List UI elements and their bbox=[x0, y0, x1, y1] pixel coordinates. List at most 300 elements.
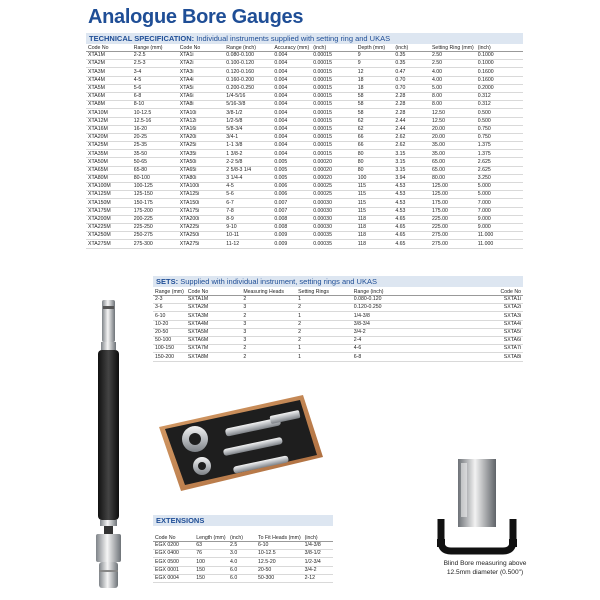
range-mm: 65-80 bbox=[133, 166, 147, 173]
heads-mm: 10-12.5 bbox=[258, 550, 276, 557]
setting-rings: 2 bbox=[298, 337, 302, 344]
ring-mm: 35.00 bbox=[431, 142, 445, 149]
code-mm: SXTA5M bbox=[187, 329, 209, 336]
sets-heading: SETS: bbox=[156, 277, 179, 286]
code: EGX 0200 bbox=[155, 542, 179, 549]
range-mm: 150-200 bbox=[155, 353, 175, 360]
ext-col-heads-inch: (inch) bbox=[303, 528, 333, 542]
measuring-heads: 2 bbox=[243, 312, 247, 319]
extensions-row bbox=[153, 574, 333, 582]
sets-col-code: Code No bbox=[186, 289, 241, 296]
setting-rings: 2 bbox=[298, 304, 302, 311]
tech-spec-row bbox=[86, 166, 523, 174]
col-range-inch: Range (inch) bbox=[224, 45, 272, 52]
accuracy-mm: 0.009 bbox=[274, 232, 288, 239]
code-inch: XTA125i bbox=[179, 191, 200, 198]
ring-inch: 0.312 bbox=[477, 93, 491, 100]
range-inch: 4-6 bbox=[353, 345, 362, 352]
accuracy-inch: 0.00030 bbox=[313, 216, 332, 223]
heads-inch: 3/4-2 bbox=[304, 566, 317, 573]
accuracy-inch: 0.00015 bbox=[313, 109, 332, 116]
depth-inch: 0.35 bbox=[395, 52, 406, 59]
range-mm: 12.5-16 bbox=[133, 117, 152, 124]
depth-mm: 58 bbox=[357, 109, 364, 116]
range-mm: 25-35 bbox=[133, 142, 147, 149]
ring-mm: 12.50 bbox=[431, 109, 445, 116]
measuring-heads: 3 bbox=[243, 337, 247, 344]
depth-mm: 9 bbox=[357, 52, 361, 59]
range-mm: 225-250 bbox=[133, 224, 153, 231]
code-inch: SXTA2i bbox=[503, 304, 521, 311]
measuring-heads: 3 bbox=[243, 304, 247, 311]
code-mm: XTA8M bbox=[88, 101, 105, 108]
ring-inch: 0.1600 bbox=[477, 76, 494, 83]
code-inch: XTA1i bbox=[179, 52, 194, 59]
ring-mm: 35.00 bbox=[431, 150, 445, 157]
heads-mm: 12.5-20 bbox=[258, 558, 276, 565]
range-inch: 3/4-1 bbox=[226, 134, 239, 141]
code-mm: SXTA6M bbox=[187, 337, 209, 344]
code-mm: XTA35M bbox=[88, 150, 108, 157]
ring-inch: 0.500 bbox=[477, 117, 491, 124]
accuracy-inch: 0.00035 bbox=[313, 240, 332, 247]
accuracy-inch: 0.00025 bbox=[313, 183, 332, 190]
depth-inch: 0.35 bbox=[395, 60, 406, 67]
code-mm: XTA275M bbox=[88, 240, 111, 247]
code-inch: SXTA4i bbox=[503, 320, 521, 327]
code-inch: XTA100i bbox=[179, 183, 200, 190]
accuracy-mm: 0.004 bbox=[274, 134, 288, 141]
ring-mm: 2.50 bbox=[431, 52, 443, 59]
sets-row bbox=[153, 320, 523, 328]
range-inch: 0.120-0.250 bbox=[353, 304, 382, 311]
range-inch: 3 1/4-4 bbox=[226, 175, 243, 182]
depth-mm: 12 bbox=[357, 68, 364, 75]
code-mm: XTA250M bbox=[88, 232, 111, 239]
page-title: Analogue Bore Gauges bbox=[88, 6, 304, 28]
ring-inch: 0.1000 bbox=[477, 52, 494, 59]
tech-spec-row bbox=[86, 223, 523, 231]
sets-row bbox=[153, 304, 523, 312]
accuracy-mm: 0.008 bbox=[274, 216, 288, 223]
sets-col-heads: Measuring Heads bbox=[241, 289, 296, 296]
code-mm: XTA5M bbox=[88, 85, 105, 92]
range-mm: 2-3 bbox=[155, 296, 163, 303]
sets-row bbox=[153, 336, 523, 344]
col-ring-inch: (inch) bbox=[476, 45, 523, 52]
ring-inch: 2.625 bbox=[477, 158, 491, 165]
code-mm: XTA1M bbox=[88, 52, 105, 59]
range-mm: 6-8 bbox=[133, 93, 142, 100]
tech-spec-row bbox=[86, 68, 523, 76]
accuracy-inch: 0.00015 bbox=[313, 142, 332, 149]
depth-mm: 58 bbox=[357, 101, 364, 108]
ring-inch: 0.500 bbox=[477, 109, 491, 116]
range-inch: 1-1 3/8 bbox=[226, 142, 243, 149]
tech-spec-row bbox=[86, 174, 523, 182]
tech-spec-header bbox=[86, 33, 523, 44]
range-inch: 11-12 bbox=[226, 240, 240, 247]
setting-rings: 2 bbox=[298, 329, 302, 336]
length-mm: 76 bbox=[196, 550, 202, 557]
tech-spec-row bbox=[86, 207, 523, 215]
accuracy-mm: 0.004 bbox=[274, 117, 288, 124]
tech-spec-row bbox=[86, 52, 523, 60]
tech-spec-row bbox=[86, 199, 523, 207]
length-mm: 150 bbox=[196, 575, 205, 582]
code-mm: XTA100M bbox=[88, 183, 111, 190]
sets-col-rings: Setting Rings bbox=[296, 289, 352, 296]
sets-row bbox=[153, 328, 523, 336]
code-inch: XTA150i bbox=[179, 199, 200, 206]
col-range-mm: Range (mm) bbox=[132, 45, 178, 52]
measuring-heads: 2 bbox=[243, 296, 247, 303]
setting-rings: 1 bbox=[298, 353, 302, 360]
depth-inch: 0.47 bbox=[395, 68, 406, 75]
setting-rings: 2 bbox=[298, 320, 302, 327]
code-mm: XTA16M bbox=[88, 125, 108, 132]
blind-bore-caption bbox=[430, 560, 540, 577]
ring-mm: 80.00 bbox=[431, 175, 445, 182]
depth-mm: 115 bbox=[357, 207, 367, 214]
code-mm: XTA50M bbox=[88, 158, 108, 165]
code-inch: XTA8i bbox=[179, 101, 194, 108]
code-inch: XTA20i bbox=[179, 134, 197, 141]
range-mm: 6-10 bbox=[155, 312, 166, 319]
length-mm: 100 bbox=[196, 558, 205, 565]
range-mm: 8-10 bbox=[133, 101, 145, 108]
depth-mm: 62 bbox=[357, 125, 364, 132]
depth-mm: 9 bbox=[357, 60, 361, 67]
range-inch: 10-11 bbox=[226, 232, 240, 239]
accuracy-mm: 0.008 bbox=[274, 224, 288, 231]
sets-row bbox=[153, 353, 523, 361]
ring-mm: 2.50 bbox=[431, 60, 443, 67]
ring-inch: 1.375 bbox=[477, 142, 491, 149]
range-mm: 50-100 bbox=[155, 337, 172, 344]
depth-inch: 2.28 bbox=[395, 93, 406, 100]
tech-spec-row bbox=[86, 183, 523, 191]
accuracy-inch: 0.00030 bbox=[313, 207, 332, 214]
accuracy-mm: 0.004 bbox=[274, 76, 288, 83]
extensions-header: EXTENSIONS bbox=[153, 515, 333, 526]
depth-inch: 4.65 bbox=[395, 232, 406, 239]
code-mm: XTA80M bbox=[88, 175, 108, 182]
depth-inch: 4.53 bbox=[395, 183, 406, 190]
range-mm: 20-50 bbox=[155, 329, 169, 336]
depth-inch: 2.44 bbox=[395, 117, 406, 124]
ring-mm: 5.00 bbox=[431, 85, 443, 92]
ring-mm: 225.00 bbox=[431, 216, 448, 223]
code-mm: XTA200M bbox=[88, 216, 111, 223]
range-inch: 3/8-1/2 bbox=[226, 109, 243, 116]
depth-inch: 2.28 bbox=[395, 101, 406, 108]
code-mm: XTA3M bbox=[88, 68, 105, 75]
code-inch: XTA80i bbox=[179, 175, 197, 182]
range-inch: 6-8 bbox=[353, 353, 362, 360]
col-code-inch: Code No bbox=[178, 45, 225, 52]
range-mm: 5-6 bbox=[133, 85, 142, 92]
ring-inch: 5.000 bbox=[477, 191, 491, 198]
ring-mm: 275.00 bbox=[431, 232, 448, 239]
depth-mm: 118 bbox=[357, 216, 367, 223]
depth-inch: 4.53 bbox=[395, 191, 406, 198]
range-mm: 3-4 bbox=[133, 68, 142, 75]
sets-header bbox=[153, 276, 523, 287]
code-inch: SXTA6i bbox=[503, 337, 521, 344]
accuracy-inch: 0.00015 bbox=[313, 85, 332, 92]
accuracy-mm: 0.004 bbox=[274, 68, 288, 75]
range-inch: 5-6 bbox=[226, 191, 234, 198]
tech-spec-row bbox=[86, 215, 523, 223]
range-mm: 3-6 bbox=[155, 304, 163, 311]
depth-mm: 80 bbox=[357, 158, 364, 165]
range-mm: 16-20 bbox=[133, 125, 147, 132]
sets-col-range-mm: Range (mm) bbox=[155, 289, 184, 295]
depth-inch: 4.65 bbox=[395, 216, 406, 223]
accuracy-mm: 0.004 bbox=[274, 125, 288, 132]
accuracy-inch: 0.00015 bbox=[313, 68, 332, 75]
code-inch: SXTA5i bbox=[503, 329, 521, 336]
depth-mm: 118 bbox=[357, 232, 367, 239]
setting-rings: 1 bbox=[298, 345, 302, 352]
code: EGX 0001 bbox=[155, 566, 179, 573]
sets-col-range-inch: Range (inch) bbox=[352, 289, 429, 296]
length-inch: 4.0 bbox=[230, 558, 238, 565]
heads-inch: 1/4-3/8 bbox=[304, 542, 321, 549]
code-inch: XTA6i bbox=[179, 93, 194, 100]
extensions-row bbox=[153, 566, 333, 574]
tech-spec-row bbox=[86, 84, 523, 92]
code-mm: XTA150M bbox=[88, 199, 111, 206]
tech-spec-row bbox=[86, 150, 523, 158]
accuracy-mm: 0.004 bbox=[274, 150, 288, 157]
code-mm: XTA125M bbox=[88, 191, 111, 198]
code-inch: XTA175i bbox=[179, 207, 200, 214]
depth-mm: 115 bbox=[357, 183, 367, 190]
range-inch: 3/4-2 bbox=[353, 329, 366, 336]
accuracy-inch: 0.00015 bbox=[313, 117, 332, 124]
code-inch: XTA35i bbox=[179, 150, 197, 157]
code-inch: XTA50i bbox=[179, 158, 197, 165]
ring-inch: 1.375 bbox=[477, 150, 491, 157]
ring-mm: 175.00 bbox=[431, 199, 448, 206]
code-inch: XTA16i bbox=[179, 125, 197, 132]
code-inch: SXTA7i bbox=[503, 345, 521, 352]
range-inch: 3/8-3/4 bbox=[353, 320, 370, 327]
accuracy-inch: 0.00015 bbox=[313, 134, 332, 141]
ring-inch: 0.312 bbox=[477, 101, 491, 108]
tech-spec-row bbox=[86, 76, 523, 84]
ring-mm: 12.50 bbox=[431, 117, 445, 124]
depth-inch: 2.28 bbox=[395, 109, 406, 116]
depth-mm: 118 bbox=[357, 224, 367, 231]
range-mm: 50-65 bbox=[133, 158, 147, 165]
range-inch: 1/4-5/16 bbox=[226, 93, 246, 100]
bore-gauge-instrument-image bbox=[86, 298, 131, 594]
depth-mm: 118 bbox=[357, 240, 367, 247]
code-inch: XTA200i bbox=[179, 216, 200, 223]
range-mm: 2-2.5 bbox=[133, 52, 146, 59]
length-inch: 3.0 bbox=[230, 550, 238, 557]
range-mm: 100-150 bbox=[155, 345, 175, 352]
setting-rings: 1 bbox=[298, 296, 302, 303]
length-inch: 6.0 bbox=[230, 566, 238, 573]
sets-table bbox=[153, 289, 523, 362]
ring-inch: 0.750 bbox=[477, 134, 491, 141]
range-mm: 150-175 bbox=[133, 199, 153, 206]
depth-inch: 3.94 bbox=[395, 175, 406, 182]
measuring-heads: 3 bbox=[243, 320, 247, 327]
depth-inch: 4.65 bbox=[395, 224, 406, 231]
code-mm: XTA25M bbox=[88, 142, 108, 149]
range-inch: 1/4-3/8 bbox=[353, 312, 370, 319]
code-mm: SXTA3M bbox=[187, 312, 209, 319]
code-inch: SXTA1i bbox=[503, 296, 521, 303]
col-accuracy-inch: (inch) bbox=[311, 45, 356, 52]
depth-mm: 66 bbox=[357, 134, 364, 141]
code-inch: XTA5i bbox=[179, 85, 194, 92]
range-inch: 0.080-0.120 bbox=[353, 296, 382, 303]
sets-row bbox=[153, 345, 523, 353]
accuracy-inch: 0.00035 bbox=[313, 232, 332, 239]
depth-mm: 100 bbox=[357, 175, 367, 182]
measuring-heads: 2 bbox=[243, 345, 247, 352]
depth-inch: 4.53 bbox=[395, 199, 406, 206]
code-inch: XTA65i bbox=[179, 166, 197, 173]
ring-mm: 125.00 bbox=[431, 183, 448, 190]
depth-mm: 115 bbox=[357, 191, 367, 198]
accuracy-mm: 0.006 bbox=[274, 191, 288, 198]
code-inch: XTA275i bbox=[179, 240, 200, 247]
accuracy-inch: 0.00015 bbox=[313, 101, 332, 108]
extensions-row bbox=[153, 558, 333, 566]
range-inch: 7-8 bbox=[226, 207, 234, 214]
accuracy-mm: 0.004 bbox=[274, 109, 288, 116]
extensions-table bbox=[153, 528, 333, 583]
accuracy-mm: 0.004 bbox=[274, 93, 288, 100]
depth-inch: 3.15 bbox=[395, 158, 406, 165]
range-inch: 2-4 bbox=[353, 337, 362, 344]
ring-inch: 2.625 bbox=[477, 166, 491, 173]
ext-col-length-inch: (inch) bbox=[228, 528, 256, 542]
code-mm: SXTA2M bbox=[187, 304, 209, 311]
code-mm: XTA225M bbox=[88, 224, 111, 231]
ext-col-length-mm: Length (mm) bbox=[194, 528, 228, 542]
accuracy-inch: 0.00015 bbox=[313, 60, 332, 67]
tech-spec-subheading: Individual instruments supplied with setting ring and UKAS bbox=[196, 34, 391, 43]
measuring-heads: 2 bbox=[243, 353, 247, 360]
ring-inch: 7.000 bbox=[477, 199, 491, 206]
tech-spec-row bbox=[86, 191, 523, 199]
ring-inch: 0.2000 bbox=[477, 85, 494, 92]
tech-spec-table bbox=[86, 45, 523, 249]
tech-spec-row bbox=[86, 158, 523, 166]
ring-inch: 0.1600 bbox=[477, 68, 494, 75]
tech-spec-row bbox=[86, 101, 523, 109]
ring-mm: 275.00 bbox=[431, 240, 448, 247]
depth-mm: 66 bbox=[357, 142, 364, 149]
range-mm: 250-275 bbox=[133, 232, 153, 239]
code: EGX 0004 bbox=[155, 575, 179, 582]
caption-line-1: Blind Bore measuring above bbox=[443, 560, 527, 567]
depth-mm: 80 bbox=[357, 166, 364, 173]
code-mm: SXTA8M bbox=[187, 353, 209, 360]
tech-spec-row bbox=[86, 117, 523, 125]
ring-mm: 8.00 bbox=[431, 93, 443, 100]
sets-col-code-inch: Code No bbox=[429, 289, 523, 296]
range-inch: 5/8-3/4 bbox=[226, 125, 243, 132]
gauge-set-case-photo bbox=[155, 387, 325, 497]
tech-spec-row bbox=[86, 92, 523, 100]
ext-col-code: Code No bbox=[153, 528, 194, 542]
range-inch: 4-5 bbox=[226, 183, 234, 190]
range-mm: 2.5-3 bbox=[133, 60, 146, 67]
accuracy-inch: 0.00015 bbox=[313, 52, 332, 59]
range-mm: 200-225 bbox=[133, 216, 153, 223]
range-mm: 20-25 bbox=[133, 134, 147, 141]
code-inch: XTA4i bbox=[179, 76, 194, 83]
ring-inch: 11.000 bbox=[477, 240, 494, 247]
measuring-heads: 3 bbox=[243, 329, 247, 336]
range-inch: 0.080-0.100 bbox=[226, 52, 254, 59]
ring-mm: 20.00 bbox=[431, 125, 445, 132]
col-code: Code No bbox=[86, 45, 132, 52]
heads-inch: 1/2-3/4 bbox=[304, 558, 321, 565]
tech-spec-row bbox=[86, 125, 523, 133]
accuracy-inch: 0.00015 bbox=[313, 150, 332, 157]
range-inch: 0.120-0.160 bbox=[226, 68, 254, 75]
blind-bore-measuring-image bbox=[433, 459, 520, 559]
depth-mm: 62 bbox=[357, 117, 364, 124]
accuracy-inch: 0.00030 bbox=[313, 199, 332, 206]
range-mm: 80-100 bbox=[133, 175, 150, 182]
ring-inch: 11.000 bbox=[477, 232, 494, 239]
depth-inch: 2.62 bbox=[395, 142, 406, 149]
depth-inch: 4.53 bbox=[395, 207, 406, 214]
accuracy-mm: 0.004 bbox=[274, 101, 288, 108]
tech-spec-row bbox=[86, 60, 523, 68]
depth-mm: 58 bbox=[357, 93, 364, 100]
accuracy-inch: 0.00015 bbox=[313, 76, 332, 83]
code-inch: SXTA3i bbox=[503, 312, 521, 319]
ring-mm: 175.00 bbox=[431, 207, 448, 214]
accuracy-inch: 0.00020 bbox=[313, 158, 332, 165]
ring-inch: 9.000 bbox=[477, 224, 491, 231]
tech-spec-row bbox=[86, 142, 523, 150]
accuracy-mm: 0.009 bbox=[274, 240, 288, 247]
ring-inch: 3.250 bbox=[477, 175, 491, 182]
range-inch: 5/16-3/8 bbox=[226, 101, 246, 108]
ring-inch: 0.750 bbox=[477, 125, 491, 132]
code-mm: XTA20M bbox=[88, 134, 108, 141]
range-inch: 0.160-0.200 bbox=[226, 76, 254, 83]
ring-inch: 9.000 bbox=[477, 216, 491, 223]
col-depth-inch: (inch) bbox=[393, 45, 430, 52]
code-mm: XTA175M bbox=[88, 207, 111, 214]
tech-spec-row bbox=[86, 109, 523, 117]
code: EGX 0500 bbox=[155, 558, 179, 565]
ring-mm: 4.00 bbox=[431, 68, 443, 75]
ring-mm: 125.00 bbox=[431, 191, 448, 198]
accuracy-mm: 0.004 bbox=[274, 142, 288, 149]
range-inch: 9-10 bbox=[226, 224, 237, 231]
code: EGX 0400 bbox=[155, 550, 179, 557]
ring-mm: 20.00 bbox=[431, 134, 445, 141]
tech-spec-row bbox=[86, 133, 523, 141]
depth-inch: 0.70 bbox=[395, 85, 406, 92]
ring-inch: 5.000 bbox=[477, 183, 491, 190]
